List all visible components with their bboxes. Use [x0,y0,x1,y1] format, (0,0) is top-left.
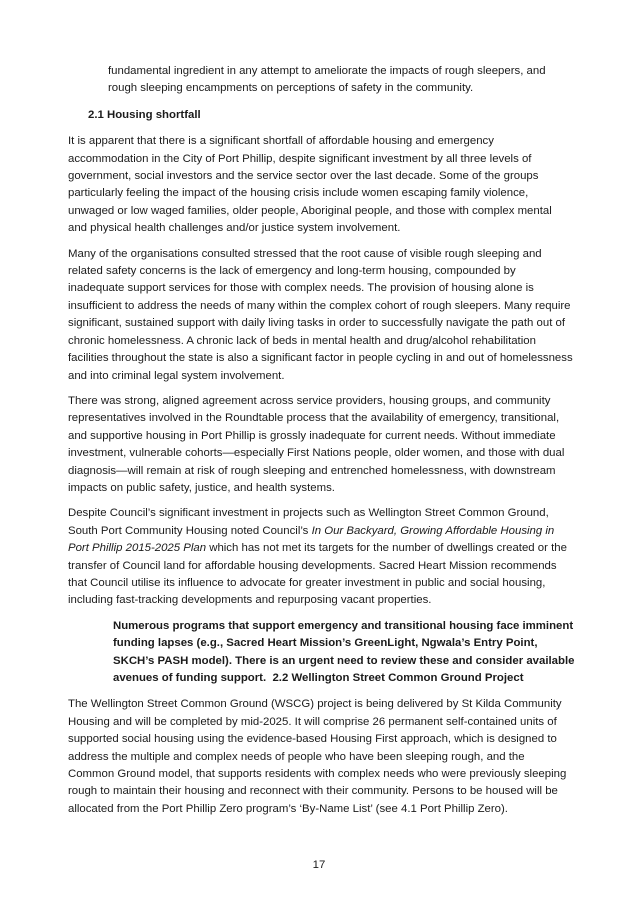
housing-shortfall-paragraph-4 [68,505,573,609]
page-number: 17 [312,859,326,871]
text-run: In Our Backyard, Growing Affordable Housing in Port Phillip 2015-2025 Plan [68,524,558,555]
housing-shortfall-paragraph-2 [68,246,576,385]
wscg-paragraph [68,696,573,818]
text-run: The Wellington Street Common Ground (WSCG) project is being delivered by St Kilda Community Housing and will be completed by mid-2025. It will comprise 26 permanent self-contained units of supported social housing using the evidence-based Housing First approach, which is designed to address the multiple and complex needs of people who have been sleeping rough, and the Common Ground model, that supports residents with complex needs who were previously sleeping rough to maintain their housing and reconnect with their community. Persons to be housed will be allocated from the Port Phillip Zero program’s ‘By-Name List’ (see 4.1 Port Phillip Zero). [68,698,570,815]
section-heading-2-1 [88,107,573,124]
text-run: Despite Council’s significant investment in projects such as Wellington Street Common Ground, South Port Community Housing noted Council’s [68,507,552,537]
text-run: It is apparent that there is a significant shortfall of affordable housing and emergency accommodation in the City of Port Phillip, despite significant investment by all three levels of government, social investors and the service sector over the last decade. Some of the groups particularly feeling the impact of the housing crisis include women escaping family violence, unwaged or low waged families, older people, Aboriginal people, and those with complex mental and physical health challenges and/or justice system involvement. [68,135,555,235]
funding-callout-paragraph [113,618,581,688]
document-body [68,63,578,826]
housing-shortfall-paragraph-1 [68,133,573,237]
text-run: which has not met its targets for the number of dwellings created or the transfer of Council land for affordable housing developments. Sacred Heart Mission recommends that Council utilise its influence to advocate for greater investment in public and social housing, including fast-tracking developments and repurposing vacant properties. [68,542,571,607]
text-run: fundamental ingredient in any attempt to ameliorate the impacts of rough sleepers, and rough sleeping encampments on perceptions of safety in the community. [108,65,549,95]
housing-shortfall-paragraph-3 [68,393,573,497]
text-run: Numerous programs that support emergency and transitional housing face imminent funding lapses (e.g., Sacred Heart Mission’s GreenLight, Ngwala’s Entry Point, SKCH’s PASH model). There is an urgent need to review these and consider available avenues of funding support. 2.2 Wellington Street Common Ground Project [113,619,578,684]
page-footer [0,859,638,871]
continuation-paragraph [108,63,573,98]
text-run: 2.1 Housing shortfall [88,108,201,121]
text-run: Many of the organisations consulted stressed that the root cause of visible rough sleeping and related safety concerns is the lack of emergency and long-term housing, compounded by inadequate support services for those with complex needs. The provision of housing alone is insufficient to address the needs of many within the complex cohort of rough sleepers. Many require significant, sustained support with daily living tasks in order to successfully navigate the path out of chronic homelessness. A chronic lack of beds in mental health and drug/alcohol rehabilitation facilities throughout the state is also a significant factor in people cycling in and out of homelessness and into criminal legal system involvement. [68,247,576,382]
text-run: There was strong, aligned agreement across service providers, housing groups, and community representatives involved in the Roundtable process that the availability of emergency, transitional, and supportive housing in Port Phillip is grossly inadequate for current needs. Without immediate investment, vulnerable cohorts—especially First Nations people, older women, and those with dual diagnosis—will remain at risk of rough sleeping and entrenched homelessness, with downstream impacts on public safety, justice, and health systems. [68,394,568,494]
